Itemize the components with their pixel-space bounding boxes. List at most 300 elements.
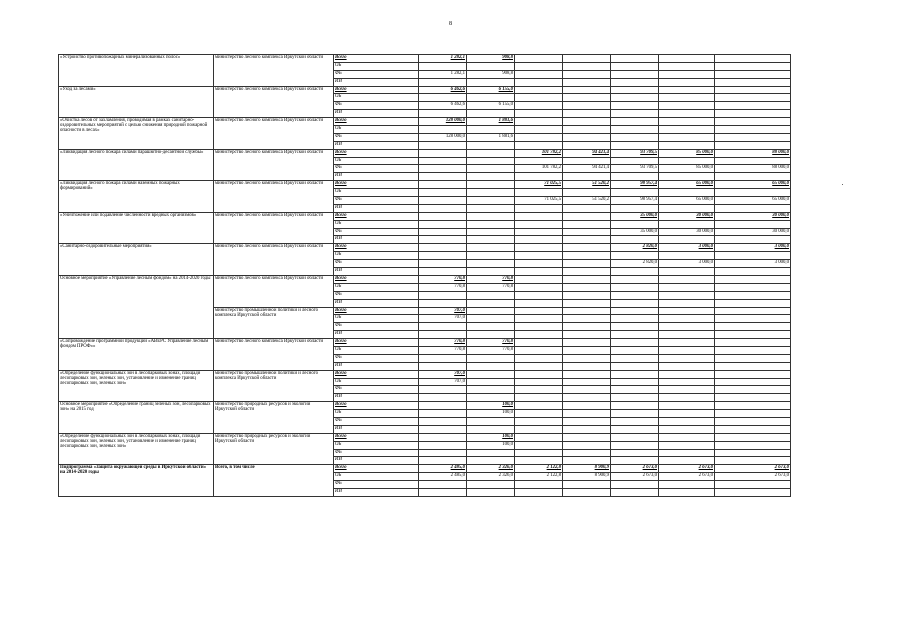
amount-cell: 770,8 [467, 283, 515, 291]
amount-cell [715, 220, 791, 228]
table-row [59, 55, 791, 63]
table-row [59, 149, 791, 157]
amount-cell [659, 110, 715, 118]
amount-cell [659, 307, 715, 315]
table-row [59, 433, 791, 441]
amount-cell [419, 441, 467, 449]
amount-cell [467, 370, 515, 378]
amount-cell: 707,0 [419, 315, 467, 323]
amount-cell [515, 370, 563, 378]
amount-cell [659, 323, 715, 331]
amount-cell [611, 449, 659, 457]
amount-cell [659, 189, 715, 197]
amount-cell [515, 386, 563, 394]
funding-source: ОБ [334, 283, 419, 291]
amount-cell [419, 252, 467, 260]
amount-cell [611, 141, 659, 149]
amount-cell: 128 000,0 [419, 133, 467, 141]
amount-cell [659, 283, 715, 291]
amount-cell [467, 244, 515, 252]
executor-name: министерство промышленной политики и лесного комплекса Иркутской области [214, 370, 334, 402]
amount-cell [515, 481, 563, 489]
amount-cell [715, 55, 791, 63]
funding-source: Всего [334, 244, 419, 252]
amount-cell [467, 228, 515, 236]
amount-cell [563, 110, 611, 118]
amount-cell [715, 110, 791, 118]
amount-cell [515, 315, 563, 323]
executor-name: министерство лесного комплекса Иркутской области [214, 339, 334, 371]
amount-cell [659, 386, 715, 394]
amount-cell [419, 220, 467, 228]
amount-cell [515, 94, 563, 102]
table-row [59, 212, 791, 220]
amount-cell [563, 291, 611, 299]
funding-source: ФБ [334, 354, 419, 362]
amount-cell [659, 457, 715, 465]
amount-cell [467, 291, 515, 299]
amount-cell [659, 94, 715, 102]
amount-cell [563, 441, 611, 449]
amount-cell: 6 155,0 [467, 102, 515, 110]
funding-source: ФБ [334, 133, 419, 141]
amount-cell [419, 331, 467, 339]
amount-cell [659, 378, 715, 386]
funding-source: Всего [334, 181, 419, 189]
funding-source: ИИ [334, 204, 419, 212]
amount-cell [563, 315, 611, 323]
amount-cell [715, 394, 791, 402]
measure-name: Подпрограмма «Защита окружающей среды в Иркутской области» на 2014-2020 годы [59, 465, 214, 497]
amount-cell [659, 220, 715, 228]
amount-cell [563, 354, 611, 362]
amount-cell: 2 326,0 [467, 465, 515, 473]
amount-cell [467, 315, 515, 323]
amount-cell [659, 62, 715, 70]
amount-cell: 707,0 [419, 370, 467, 378]
amount-cell [715, 410, 791, 418]
amount-cell: 6 155,0 [467, 86, 515, 94]
amount-cell: 93 709,5 [611, 149, 659, 157]
amount-cell: 100,0 [467, 441, 515, 449]
funding-source: ФБ [334, 260, 419, 268]
amount-cell [419, 386, 467, 394]
amount-cell [563, 102, 611, 110]
measure-name: «Уход за лесами» [59, 86, 214, 118]
amount-cell [467, 149, 515, 157]
executor-name: министерство природных ресурсов и экологии Иркутской области [214, 402, 334, 434]
amount-cell [659, 417, 715, 425]
amount-cell [715, 204, 791, 212]
executor-name: министерство лесного комплекса Иркутской области [214, 181, 334, 213]
amount-cell [515, 299, 563, 307]
amount-cell: 128 000,0 [419, 118, 467, 126]
amount-cell: 707,0 [419, 378, 467, 386]
amount-cell [563, 410, 611, 418]
amount-cell [419, 457, 467, 465]
amount-cell [715, 252, 791, 260]
funding-source: Всего [334, 402, 419, 410]
amount-cell [563, 204, 611, 212]
funding-source: ОБ [334, 315, 419, 323]
amount-cell [515, 410, 563, 418]
amount-cell [467, 110, 515, 118]
amount-cell [611, 299, 659, 307]
amount-cell [515, 110, 563, 118]
executor-name: министерство промышленной политики и лесного комплекса Иркутской области [214, 307, 334, 339]
amount-cell: 908,8 [467, 70, 515, 78]
amount-cell [563, 70, 611, 78]
amount-cell [467, 488, 515, 496]
amount-cell: 101 782,2 [515, 165, 563, 173]
funding-source: ФБ [334, 323, 419, 331]
amount-cell [611, 133, 659, 141]
amount-cell: 30 000,0 [659, 228, 715, 236]
amount-cell [515, 260, 563, 268]
amount-cell [419, 410, 467, 418]
amount-cell [467, 323, 515, 331]
amount-cell: 3 000,0 [659, 260, 715, 268]
amount-cell [611, 173, 659, 181]
amount-cell [563, 339, 611, 347]
amount-cell [611, 220, 659, 228]
amount-cell [659, 331, 715, 339]
amount-cell [515, 449, 563, 457]
amount-cell: 1 282,1 [419, 70, 467, 78]
amount-cell [659, 425, 715, 433]
amount-cell [515, 126, 563, 134]
amount-cell [515, 189, 563, 197]
amount-cell [611, 323, 659, 331]
amount-cell [419, 212, 467, 220]
amount-cell [563, 346, 611, 354]
amount-cell [467, 173, 515, 181]
amount-cell [611, 275, 659, 283]
amount-cell [659, 481, 715, 489]
amount-cell: 88 000,0 [715, 149, 791, 157]
amount-cell [715, 299, 791, 307]
amount-cell [419, 394, 467, 402]
amount-cell [563, 118, 611, 126]
amount-cell [715, 402, 791, 410]
amount-cell [659, 141, 715, 149]
amount-cell [611, 126, 659, 134]
amount-cell [467, 299, 515, 307]
amount-cell [715, 362, 791, 370]
amount-cell: 2 820,0 [611, 260, 659, 268]
measure-name: «Очистка лесов от захламления, проводимая в рамках санитарно-оздоровительных мероприятий с целью снижения природной пожарной опасности в лесах» [59, 118, 214, 150]
measure-name: «Сопровождение программной продукции «АВЕРС Управление лесным фондом ПРОФ»» [59, 339, 214, 371]
executor-name: министерство лесного комплекса Иркутской области [214, 118, 334, 150]
amount-cell [659, 268, 715, 276]
amount-cell [467, 425, 515, 433]
amount-cell [563, 220, 611, 228]
amount-cell [611, 346, 659, 354]
amount-cell [467, 165, 515, 173]
amount-cell [563, 457, 611, 465]
funding-source: Всего [334, 118, 419, 126]
amount-cell [563, 449, 611, 457]
amount-cell [467, 354, 515, 362]
amount-cell [715, 386, 791, 394]
amount-cell [659, 299, 715, 307]
measure-name: Основное мероприятие «Определение границ зеленых зон, лесопарковых зон» на 2015 год [59, 402, 214, 434]
amount-cell [611, 157, 659, 165]
amount-cell [715, 102, 791, 110]
amount-cell [659, 173, 715, 181]
amount-cell [611, 402, 659, 410]
amount-cell [611, 488, 659, 496]
funding-source: ФБ [334, 165, 419, 173]
amount-cell: 8 900,9 [563, 473, 611, 481]
amount-cell [611, 291, 659, 299]
funding-source: Всего [334, 55, 419, 63]
amount-cell [515, 457, 563, 465]
amount-cell [563, 433, 611, 441]
amount-cell [611, 55, 659, 63]
amount-cell [467, 157, 515, 165]
funding-source: ФБ [334, 417, 419, 425]
amount-cell [659, 433, 715, 441]
amount-cell [563, 55, 611, 63]
amount-cell: 30 000,0 [715, 228, 791, 236]
table-row [59, 402, 791, 410]
amount-cell [467, 236, 515, 244]
funding-source: ОБ [334, 252, 419, 260]
amount-cell [563, 268, 611, 276]
amount-cell: 85 000,0 [659, 149, 715, 157]
amount-cell [659, 402, 715, 410]
amount-cell: 65 000,0 [659, 181, 715, 189]
amount-cell: 770,8 [419, 275, 467, 283]
executor-name: министерство лесного комплекса Иркутской области [214, 86, 334, 118]
amount-cell [467, 481, 515, 489]
amount-cell [515, 102, 563, 110]
funding-source: ОБ [334, 94, 419, 102]
amount-cell [515, 133, 563, 141]
amount-cell [715, 354, 791, 362]
amount-cell: 6 462,6 [419, 86, 467, 94]
amount-cell: 3 000,0 [715, 260, 791, 268]
amount-cell [563, 86, 611, 94]
amount-cell [659, 370, 715, 378]
amount-cell [515, 173, 563, 181]
amount-cell [419, 299, 467, 307]
amount-cell [419, 141, 467, 149]
amount-cell [611, 118, 659, 126]
amount-cell [659, 394, 715, 402]
amount-cell [611, 94, 659, 102]
amount-cell: 770,8 [467, 346, 515, 354]
amount-cell [659, 291, 715, 299]
amount-cell: 2 485,0 [419, 465, 467, 473]
amount-cell [715, 86, 791, 94]
amount-cell [659, 339, 715, 347]
amount-cell [659, 410, 715, 418]
amount-cell [467, 331, 515, 339]
amount-cell [715, 157, 791, 165]
amount-cell: 51 520,2 [563, 181, 611, 189]
executor-name: министерство лесного комплекса Иркутской области [214, 149, 334, 181]
amount-cell [659, 236, 715, 244]
amount-cell [563, 307, 611, 315]
amount-cell [419, 236, 467, 244]
measure-name: «Уничтожение или подавление численности вредных организмов» [59, 212, 214, 244]
funding-source: ИИ [334, 299, 419, 307]
amount-cell [419, 425, 467, 433]
amount-cell [419, 323, 467, 331]
amount-cell [515, 236, 563, 244]
amount-cell: 6 462,6 [419, 102, 467, 110]
amount-cell [515, 275, 563, 283]
funding-source: Всего [334, 433, 419, 441]
amount-cell [715, 323, 791, 331]
amount-cell [419, 62, 467, 70]
amount-cell [515, 70, 563, 78]
amount-cell [419, 268, 467, 276]
measure-name: «Определение функциональных зон в лесопарковых зонах, площади лесопарковых зон, зеленых зон, установление и изменение границ лесопарковых зон, зеленых зон» [59, 433, 214, 465]
amount-cell [515, 394, 563, 402]
amount-cell [611, 189, 659, 197]
amount-cell [515, 433, 563, 441]
funding-source: ИИ [334, 488, 419, 496]
amount-cell: 71 025,5 [515, 197, 563, 205]
amount-cell [515, 488, 563, 496]
amount-cell: 707,0 [419, 307, 467, 315]
funding-source: ИИ [334, 236, 419, 244]
executor-name: министерство природных ресурсов и экологии Иркутской области [214, 433, 334, 465]
amount-cell [715, 370, 791, 378]
amount-cell [659, 362, 715, 370]
amount-cell [563, 323, 611, 331]
funding-source: Всего [334, 339, 419, 347]
funding-source: ОБ [334, 62, 419, 70]
amount-cell [611, 252, 659, 260]
amount-cell: 93 709,5 [611, 165, 659, 173]
amount-cell [563, 260, 611, 268]
amount-cell [515, 212, 563, 220]
amount-cell [467, 204, 515, 212]
amount-cell: 30 000,0 [659, 212, 715, 220]
amount-cell [611, 307, 659, 315]
amount-cell [515, 307, 563, 315]
measure-name: «Устройство противопожарных минерализованных полос» [59, 55, 214, 87]
funding-source: ОБ [334, 157, 419, 165]
amount-cell [515, 339, 563, 347]
amount-cell: 100,0 [467, 410, 515, 418]
funding-source: Всего [334, 212, 419, 220]
amount-cell [611, 457, 659, 465]
amount-cell [659, 133, 715, 141]
amount-cell [467, 394, 515, 402]
amount-cell [563, 141, 611, 149]
amount-cell: 2 673,0 [611, 473, 659, 481]
amount-cell: 1 881,6 [467, 133, 515, 141]
amount-cell: 2 673,0 [715, 473, 791, 481]
amount-cell [419, 181, 467, 189]
funding-source: ИИ [334, 110, 419, 118]
executor-name: министерство лесного комплекса Иркутской области [214, 275, 334, 307]
amount-cell [611, 110, 659, 118]
amount-cell [563, 402, 611, 410]
funding-source: ФБ [334, 481, 419, 489]
amount-cell [467, 94, 515, 102]
executor-name: министерство лесного комплекса Иркутской области [214, 244, 334, 276]
amount-cell [563, 78, 611, 86]
amount-cell [419, 449, 467, 457]
amount-cell [515, 402, 563, 410]
amount-cell [659, 204, 715, 212]
amount-cell: 2 326,0 [467, 473, 515, 481]
amount-cell [419, 402, 467, 410]
amount-cell [467, 220, 515, 228]
amount-cell [715, 488, 791, 496]
funding-source: ФБ [334, 70, 419, 78]
amount-cell [419, 291, 467, 299]
amount-cell [467, 457, 515, 465]
amount-cell [419, 149, 467, 157]
amount-cell [715, 417, 791, 425]
measure-name: «Определение функциональных зон в лесопарковых зонах, площади лесопарковых зон, зеленых зон, установление и изменение границ лесопарковых зон, зеленых зон» [59, 370, 214, 402]
amount-cell [515, 204, 563, 212]
measure-name: «Ликвидация лесного пожара силами наземных пожарных формирований» [59, 181, 214, 213]
funding-source: ОБ [334, 346, 419, 354]
amount-cell [515, 62, 563, 70]
funding-source: ОБ [334, 189, 419, 197]
amount-cell [611, 70, 659, 78]
funding-source: ИИ [334, 78, 419, 86]
amount-cell [611, 362, 659, 370]
amount-cell [563, 157, 611, 165]
amount-cell [563, 244, 611, 252]
amount-cell [563, 126, 611, 134]
amount-cell [419, 189, 467, 197]
amount-cell [611, 378, 659, 386]
amount-cell [659, 86, 715, 94]
amount-cell [611, 236, 659, 244]
amount-cell [515, 283, 563, 291]
amount-cell [611, 331, 659, 339]
amount-cell [515, 425, 563, 433]
funding-source: Всего [334, 86, 419, 94]
measure-name: «Ликвидация лесного пожара силами парашютно-десантной службы» [59, 149, 214, 181]
amount-cell [611, 425, 659, 433]
amount-cell [515, 55, 563, 63]
amount-cell [715, 62, 791, 70]
amount-cell [563, 173, 611, 181]
amount-cell [419, 157, 467, 165]
amount-cell [611, 62, 659, 70]
amount-cell [611, 410, 659, 418]
amount-cell: 65 000,0 [659, 197, 715, 205]
amount-cell [419, 362, 467, 370]
funding-source: Всего [334, 370, 419, 378]
amount-cell [715, 283, 791, 291]
amount-cell [515, 86, 563, 94]
amount-cell [563, 212, 611, 220]
amount-cell [467, 386, 515, 394]
amount-cell [563, 378, 611, 386]
amount-cell [611, 315, 659, 323]
amount-cell [659, 102, 715, 110]
amount-cell: 100,0 [467, 402, 515, 410]
amount-cell [563, 252, 611, 260]
amount-cell: 2 122,8 [515, 473, 563, 481]
funding-source: ОБ [334, 441, 419, 449]
funding-source: ОБ [334, 126, 419, 134]
amount-cell [715, 378, 791, 386]
amount-cell [715, 331, 791, 339]
